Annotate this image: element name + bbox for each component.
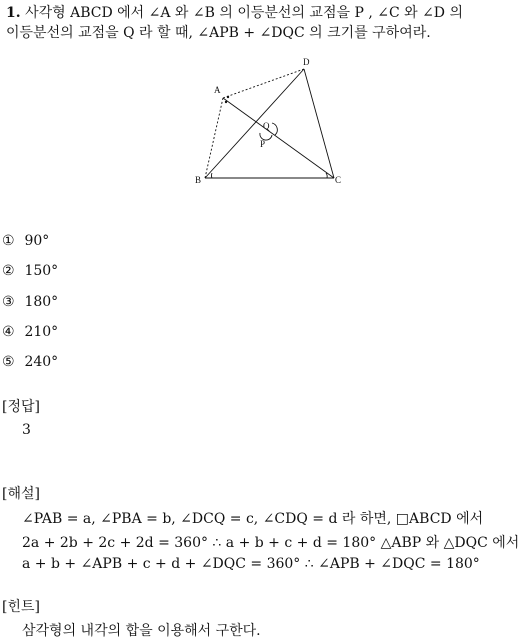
choice-marker: ③: [2, 294, 15, 310]
question-text-2: 이등분선의 교점을 Q 라 할 때, ∠APB + ∠DQC 의 크기를 구하여라.: [6, 25, 431, 41]
angle-arc-q: [272, 123, 277, 135]
choice-text: 240°: [24, 354, 59, 370]
choice-text: 180°: [24, 294, 59, 310]
choice-2[interactable]: [2, 263, 58, 279]
choice-5[interactable]: [2, 354, 58, 370]
label-d: D: [303, 57, 310, 67]
side-dc: [304, 69, 334, 178]
label-c: C: [335, 175, 342, 185]
side-ba: [205, 98, 223, 178]
choice-1[interactable]: [2, 233, 49, 249]
angle-mark-a1: [227, 96, 229, 98]
label-p: P: [260, 139, 266, 149]
quadrilateral-figure: [190, 55, 350, 190]
choice-marker: ①: [2, 233, 15, 249]
answer-value: 3: [22, 422, 31, 438]
question-number: 1.: [6, 5, 21, 21]
choice-marker: ②: [2, 263, 15, 279]
solution-line-3: a + b + ∠APB + c + d + ∠DQC = 360° ∴ ∠APB + ∠DQC = 180°: [22, 556, 480, 572]
hint-text: 삼각형의 내각의 합을 이용해서 구한다.: [22, 623, 261, 639]
solution-line-1: ∠PAB = a, ∠PBA = b, ∠DCQ = c, ∠CDQ = d 라 하면, □ABCD 에서: [22, 511, 484, 527]
choice-marker: ⑤: [2, 354, 15, 370]
choice-text: 210°: [24, 324, 59, 340]
choice-4[interactable]: [2, 324, 58, 340]
angle-arc-b: [211, 173, 212, 178]
choice-3[interactable]: [2, 294, 58, 310]
choice-marker: ④: [2, 324, 15, 340]
label-q: Q: [263, 121, 270, 131]
question-line-1: [6, 2, 463, 22]
label-a: A: [214, 85, 221, 95]
side-ad: [223, 69, 304, 98]
solution-line-2: 2a + 2b + 2c + 2d = 360° ∴ a + b + c + d = 180° △ABP 와 △DQC 에서: [22, 535, 520, 551]
solution-label: [해설]: [2, 486, 40, 502]
question-text-1: 사각형 ABCD 에서 ∠A 와 ∠B 의 이등분선의 교점을 P , ∠C 와 ∠D 의: [25, 5, 464, 21]
label-b: B: [195, 175, 202, 185]
choice-text: 90°: [24, 233, 50, 249]
bisector-ac: [223, 98, 334, 178]
choice-text: 150°: [24, 263, 59, 279]
answer-label: [정답]: [2, 399, 40, 415]
angle-mark-a2: [225, 101, 227, 103]
hint-label: [힌트]: [2, 599, 40, 615]
angle-arc-c: [326, 173, 327, 178]
